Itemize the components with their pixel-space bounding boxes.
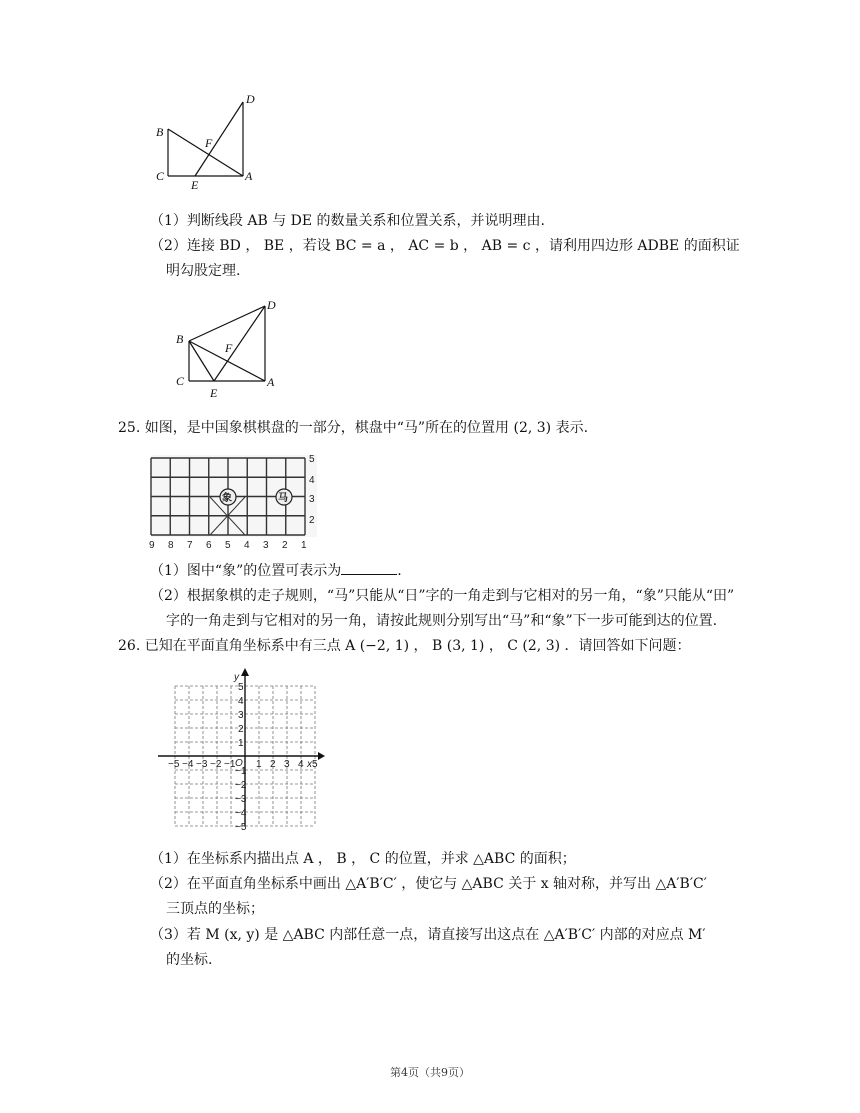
y-tick-label: −4 [235, 808, 247, 819]
row-label: 2 [309, 515, 315, 526]
figure-2 [170, 296, 290, 404]
x-tick-label: 2 [270, 759, 276, 770]
label-E: E [191, 178, 199, 192]
col-label: 9 [149, 540, 155, 551]
y-tick-label: 5 [238, 682, 244, 693]
q25-part2-line2: 字的一角走到与它相对的另一角，请按此规则分别写出“马”和“象”下一步可能到达的位置. [166, 613, 718, 629]
col-label: 5 [225, 540, 231, 551]
x-tick-label: −3 [196, 759, 208, 770]
q26-stem: 26. 已知在平面直角坐标系中有三点 A (−2, 1) ， B (3, 1) ， C (2, 3) ．请回答如下问题： [118, 638, 691, 654]
x-tick-label: −5 [168, 759, 180, 770]
q25-stem: 25. 如图，是中国象棋棋盘的一部分，棋盘中“马”所在的位置用 (2, 3) 表示. [118, 420, 589, 436]
row-label: 5 [309, 454, 315, 465]
label-C: C [156, 169, 165, 183]
col-label: 2 [282, 540, 288, 551]
q26-part2-line1: （2）在平面直角坐标系中画出 △A′B′C′ ，使它与 △ABC 关于 x 轴对称，并写出 △A′B′C′ [150, 876, 707, 892]
label-A: A [267, 375, 275, 389]
x-tick-label: −1 [224, 759, 236, 770]
y-tick-label: 1 [238, 738, 244, 749]
elephant-label: 象 [222, 493, 232, 504]
x-tick-label: 1 [256, 759, 262, 770]
x-tick-label: −4 [182, 759, 194, 770]
q24-part1: （1）判断线段 AB 与 DE 的数量关系和位置关系，并说明理由. [150, 213, 545, 229]
col-label: 1 [301, 540, 307, 551]
label-D: D [267, 298, 276, 312]
col-label: 3 [263, 540, 269, 551]
label-A: A [245, 169, 253, 183]
row-label: 3 [309, 494, 315, 505]
y-tick-label: 2 [238, 724, 244, 735]
q24-part2-line1: （2）连接 BD ， BE ，若设 BC = a ， AC = b ， AB = c ，请利用四边形 ADBE 的面积证 [150, 238, 740, 254]
label-E: E [210, 386, 218, 400]
x-tick-label: −2 [210, 759, 222, 770]
y-axis-arrow [241, 668, 249, 676]
x-axis-arrow [318, 752, 325, 760]
q25-part1-suffix: . [397, 563, 402, 579]
label-B: B [176, 332, 184, 346]
x-tick-label: 5 [312, 759, 318, 770]
q24-part2-line2: 明勾股定理. [166, 263, 241, 279]
horse-label: 马 [278, 493, 288, 504]
y-tick-label: −1 [235, 766, 247, 777]
q26-part2-line2: 三顶点的坐标； [166, 901, 264, 917]
label-B: B [156, 125, 164, 139]
answer-blank[interactable] [341, 560, 397, 575]
y-axis-label: y [234, 672, 239, 683]
col-label: 4 [244, 540, 250, 551]
x-tick-label: 3 [284, 759, 290, 770]
q26-part3-line2: 的坐标. [166, 952, 213, 968]
label-C: C [176, 374, 185, 388]
q25-part1-prefix: （1）图中“象”的位置可表示为 [150, 563, 342, 579]
q26-part3-line1: （3）若 M (x, y) 是 △ABC 内部任意一点，请直接写出这点在 △A′B′C′ 内部的对应点 M′ [150, 927, 706, 943]
coordinate-grid [150, 668, 325, 833]
x-axis-label: x [307, 759, 312, 770]
y-tick-label: −2 [235, 780, 247, 791]
y-tick-label: −5 [235, 822, 247, 833]
col-label: 7 [187, 540, 193, 551]
label-F: F [225, 341, 233, 355]
page-footer: 第4页（共9页） [390, 1066, 470, 1079]
origin-label: O [235, 758, 243, 769]
y-tick-label: 3 [238, 710, 244, 721]
col-label: 8 [168, 540, 174, 551]
figure-1 [150, 88, 270, 193]
chess-board [145, 449, 325, 555]
col-label: 6 [206, 540, 212, 551]
q26-part1: （1）在坐标系内描出点 A ， B ， C 的位置，并求 △ABC 的面积； [150, 851, 576, 867]
q25-part2-line1: （2）根据象棋的走子规则，“马”只能从“日”字的一角走到与它相对的另一角，“象”只能从“田” [150, 588, 735, 604]
q25-part1 [150, 560, 402, 581]
label-D: D [246, 92, 255, 106]
label-F: F [205, 136, 213, 150]
row-label: 4 [309, 475, 315, 486]
y-tick-label: −3 [235, 794, 247, 805]
x-tick-label: 4 [298, 759, 304, 770]
y-tick-label: 4 [238, 696, 244, 707]
